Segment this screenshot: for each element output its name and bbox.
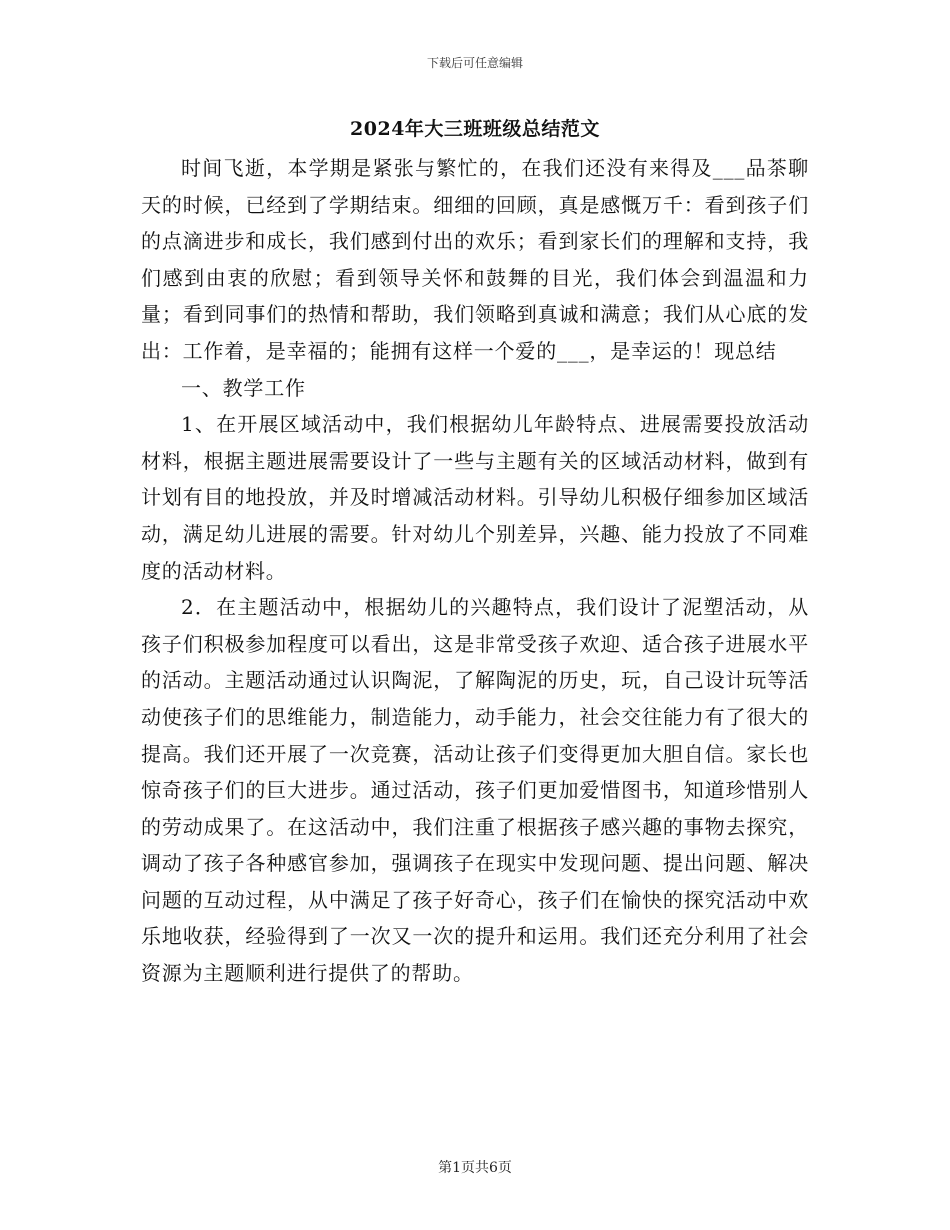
paragraph-item-2: 2．在主题活动中，根据幼儿的兴趣特点，我们设计了泥塑活动，从孩子们积极参加程度可以看出，这是非常受孩子欢迎、适合孩子进展水平的活动。主题活动通过认识陶泥，了解陶泥的历史，玩，自己设计玩等活动使孩子们的思维能力，制造能力，动手能力，社会交往能力有了很大的提高。我们还开展了一次竞赛，活动让孩子们变得更加大胆自信。家长也惊奇孩子们的巨大进步。通过活动，孩子们更加爱惜图书，知道珍惜别人的劳动成果了。在这活动中，我们注重了根据孩子感兴趣的事物去探究，调动了孩子各种感官参加，强调孩子在现实中发现问题、提出问题、解决问题的互动过程，从中满足了孩子好奇心，孩子们在愉快的探究活动中欢乐地收获，经验得到了一次又一次的提升和运用。我们还充分利用了社会资源为主题顺利进行提供了的帮助。 bbox=[141, 595, 809, 986]
paragraph-item-1: 1、在开展区域活动中，我们根据幼儿年龄特点、进展需要投放活动材料，根据主题进展需要设计了一些与主题有关的区域活动材料，做到有计划有目的地投放，并及时增减活动材料。引导幼儿积极仔细参加区域活动，满足幼儿进展的需要。针对幼儿个别差异，兴趣、能力投放了不同难度的活动材料。 bbox=[141, 412, 809, 583]
document-body bbox=[141, 150, 809, 992]
document-title: 2024年大三班班级总结范文 bbox=[350, 118, 600, 140]
page-number-footer: 第1页共6页 bbox=[438, 1160, 512, 1176]
header-note: 下载后可任意编辑 bbox=[426, 56, 523, 70]
intro-paragraph: 时间飞逝，本学期是紧张与繁忙的，在我们还没有来得及___品茶聊天的时候，已经到了学期结束。细细的回顾，真是感慨万千：看到孩子们的点滴进步和成长，我们感到付出的欢乐；看到家长们的理解和支持，我们感到由衷的欣慰；看到领导关怀和鼓舞的目光，我们体会到温温和力量；看到同事们的热情和帮助，我们领略到真诚和满意；我们从心底的发出：工作着，是幸福的；能拥有这样一个爱的___，是幸运的！现总结 bbox=[141, 156, 809, 363]
section-heading-teaching: 一、教学工作 bbox=[181, 375, 306, 400]
